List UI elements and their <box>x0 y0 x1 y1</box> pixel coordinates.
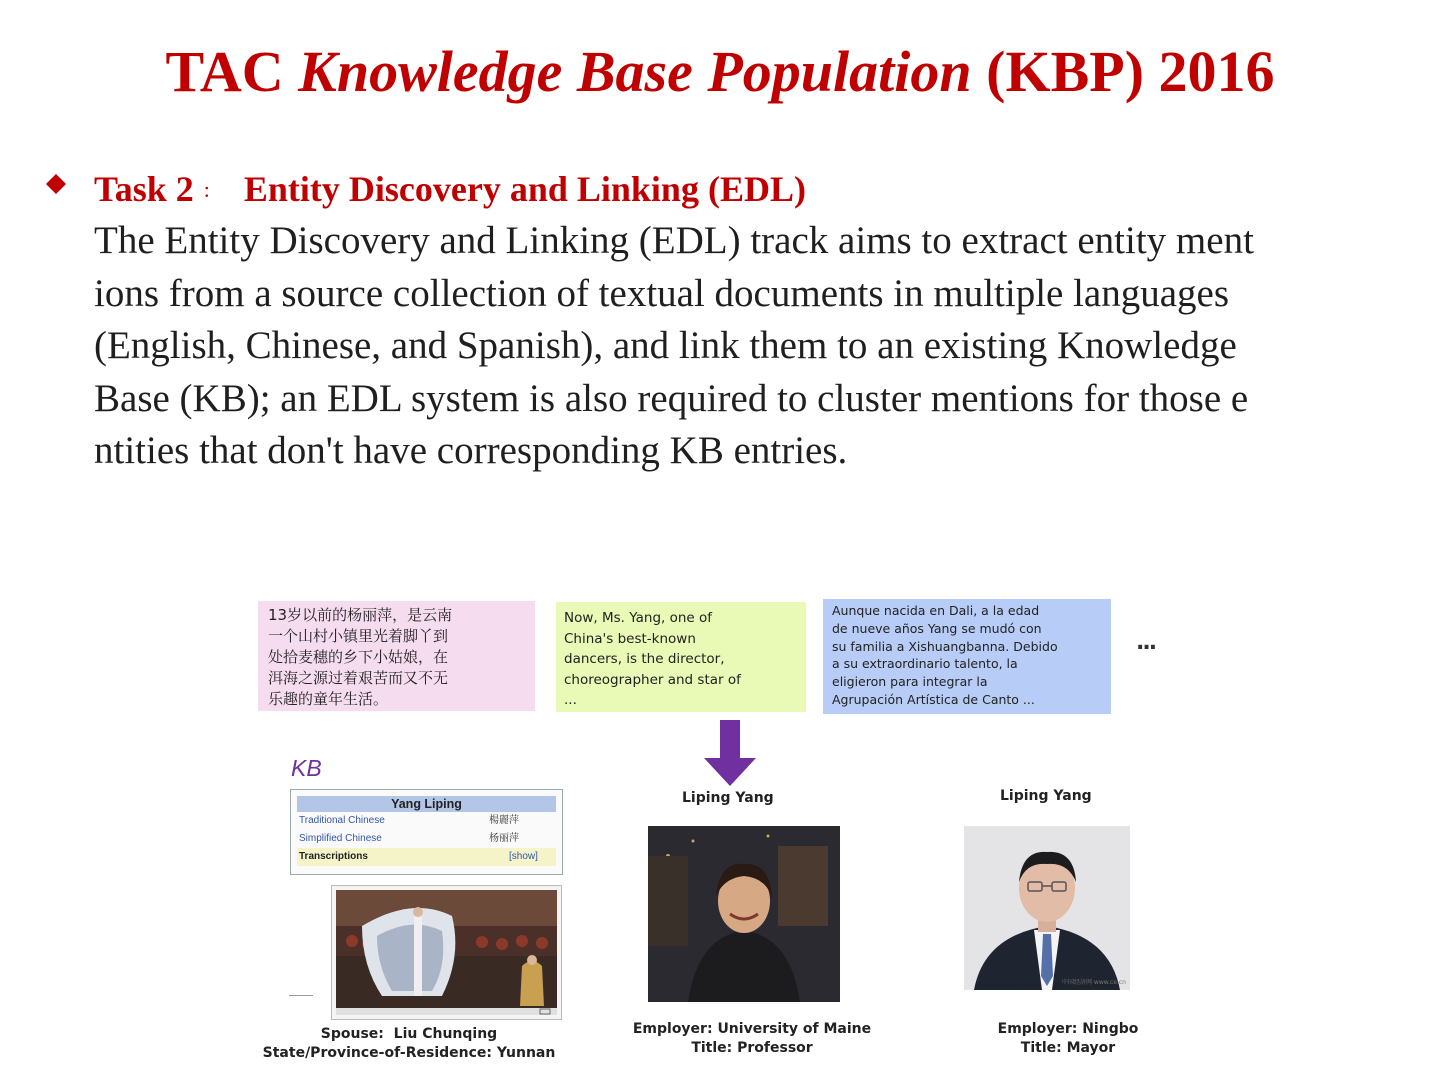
employer-line <box>990 1020 1146 1039</box>
infobox-row <box>299 830 554 848</box>
professor-photo-image <box>648 826 840 1002</box>
mayor-photo-image <box>964 826 1130 990</box>
zh-line: 乐趣的童年生活。 <box>268 690 389 708</box>
en-line: Now, Ms. Yang, one of <box>564 610 713 626</box>
es-line: eligieron para integrar la <box>832 674 988 690</box>
zh-line: 洱海之源过着艰苦而又不无 <box>268 669 449 687</box>
infobox-row-label: Traditional Chinese <box>299 815 385 826</box>
dancer-photo-image <box>332 886 561 1019</box>
infobox-row-value: 楊麗萍 <box>489 815 519 826</box>
dancer-photo <box>331 885 562 1020</box>
title-value: Mayor <box>1066 1040 1116 1056</box>
infobox-transcriptions-row <box>297 848 556 866</box>
diamond-bullet-icon <box>44 172 68 196</box>
infobox-row-label: Simplified Chinese <box>299 833 382 844</box>
transcriptions-label: Transcriptions <box>299 851 368 862</box>
zh-line: 13岁以前的杨丽萍，是云南 <box>268 606 453 624</box>
employer-value: University of Maine <box>717 1021 872 1037</box>
zh-line: 一个山村小镇里光着脚丫到 <box>268 627 449 645</box>
en-line: dancers, is the director, <box>564 651 725 667</box>
kb-label: KB <box>291 755 322 781</box>
residence-value: Yunnan <box>496 1045 556 1061</box>
infobox-row <box>299 812 554 830</box>
employer-label: Employer: <box>632 1021 713 1037</box>
photo-watermark: 中国经济网 www.ce.cn <box>1062 979 1126 986</box>
candidate-name-mid: Liping Yang <box>682 790 774 806</box>
candidate-name-right: Liping Yang <box>1000 788 1092 804</box>
description-line: ions from a source collection of textual documents in multiple languages <box>94 271 1230 315</box>
description-line: Base (KB); an EDL system is also required to cluster mentions for those e <box>94 376 1249 420</box>
spouse-line <box>255 1025 563 1044</box>
es-line: su familia a Xishuangbanna. Debido <box>832 638 1058 654</box>
residence-line <box>255 1044 563 1063</box>
es-line: Aunque nacida en Dali, a la edad <box>832 603 1040 618</box>
es-line: Agrupación Artística de Canto ... <box>832 691 1035 707</box>
title-label: Title: <box>691 1040 733 1056</box>
description-line: (English, Chinese, and Spanish), and link them to an existing Knowledge <box>94 324 1237 367</box>
title-prefix: TAC <box>165 39 299 104</box>
spouse-label: Spouse: <box>320 1026 384 1042</box>
professor-photo <box>648 826 840 1002</box>
es-line: de nueve años Yang se mudó con <box>832 620 1042 636</box>
residence-label: State/Province-of-Residence: <box>262 1045 493 1061</box>
professor-caption <box>628 1020 876 1058</box>
en-line: China's best-known <box>564 630 696 647</box>
task-heading <box>94 168 806 210</box>
en-line: ... <box>564 692 577 708</box>
chinese-document-box <box>258 601 535 711</box>
en-line: choreographer and star of <box>564 671 741 688</box>
title-value: Professor <box>737 1040 813 1056</box>
down-arrow-icon <box>700 720 760 788</box>
spouse-value: Liu Chunqing <box>393 1026 498 1042</box>
task-name: Entity Discovery and Linking (EDL) <box>243 169 806 209</box>
title-line <box>990 1039 1146 1058</box>
kb-infobox <box>290 789 563 875</box>
description-line: The Entity Discovery and Linking (EDL) track aims to extract entity ment <box>94 219 1254 262</box>
task-colon: : <box>203 177 210 202</box>
task-description <box>94 215 1414 478</box>
kb-entity-caption <box>255 1025 563 1063</box>
es-line: a su extraordinario talento, la <box>832 656 1018 672</box>
employer-label: Employer: <box>997 1021 1078 1037</box>
separator-line <box>289 995 313 996</box>
title-italic: Knowledge Base Population <box>298 39 972 104</box>
employer-line <box>628 1020 876 1039</box>
task-label: Task 2 <box>94 169 194 209</box>
more-documents-ellipsis: ... <box>1136 630 1156 655</box>
english-document-box <box>556 602 806 712</box>
spanish-document-box <box>823 599 1111 714</box>
employer-value: Ningbo <box>1082 1021 1139 1037</box>
title-suffix: (KBP) 2016 <box>971 39 1275 104</box>
infobox-row-value: 杨丽萍 <box>489 833 519 844</box>
title-label: Title: <box>1020 1040 1062 1056</box>
show-link[interactable]: [show] <box>509 851 538 862</box>
mayor-caption <box>990 1020 1146 1058</box>
infobox-header: Yang Liping <box>297 796 556 812</box>
slide-title <box>0 38 1440 105</box>
zh-line: 处拾麦穗的乡下小姑娘，在 <box>268 648 449 666</box>
title-line <box>628 1039 876 1058</box>
description-line: ntities that don't have corresponding KB entries. <box>94 429 848 472</box>
mayor-photo <box>964 826 1130 990</box>
